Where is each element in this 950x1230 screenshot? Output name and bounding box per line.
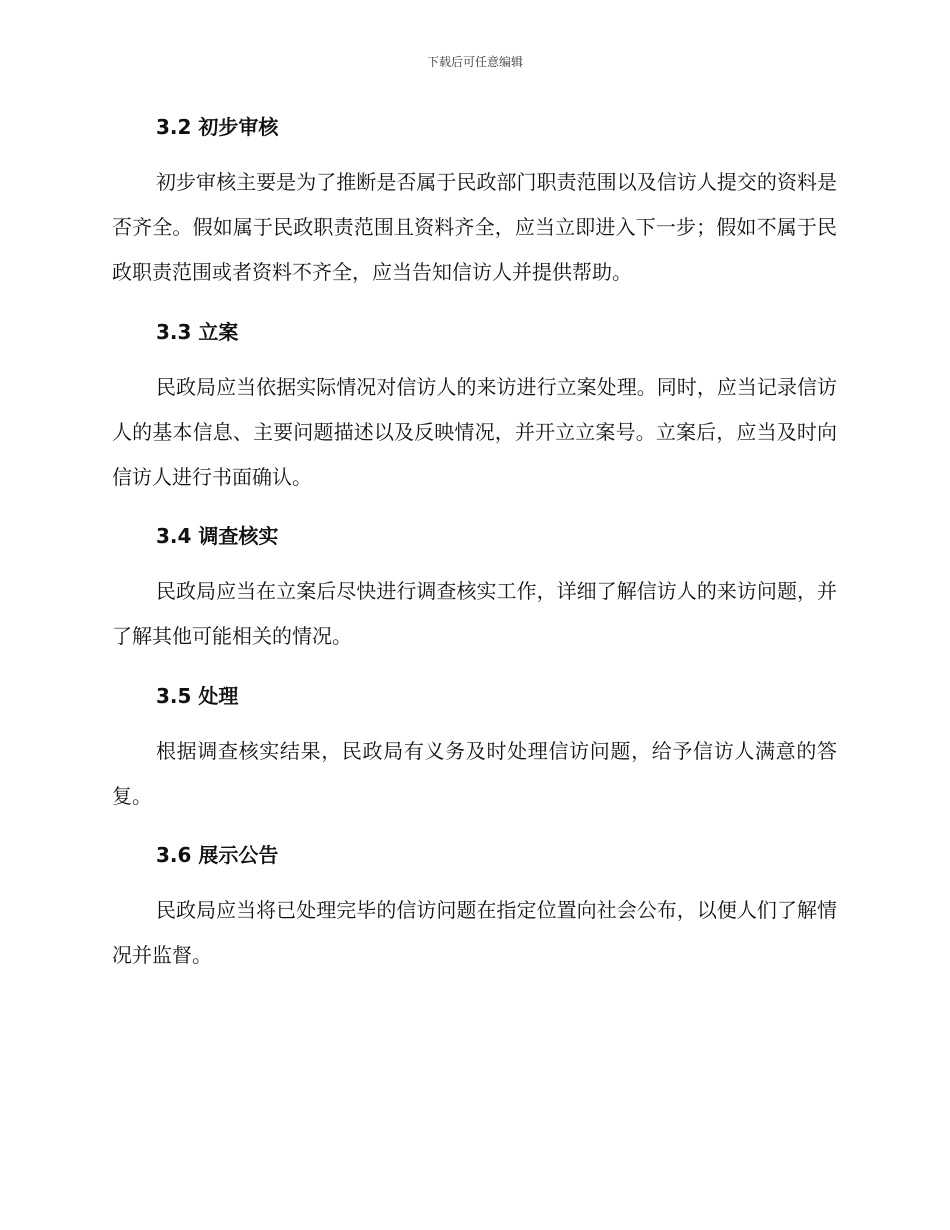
section-3-2	[112, 114, 837, 295]
section-paragraph: 民政局应当在立案后尽快进行调查核实工作，详细了解信访人的来访问题，并了解其他可能相关的情况。	[112, 579, 837, 648]
section-heading: 3.6 展示公告	[156, 843, 279, 867]
section-paragraph: 民政局应当将已处理完毕的信访问题在指定位置向社会公布，以便人们了解情况并监督。	[112, 898, 837, 967]
section-heading: 3.4 调查核实	[156, 524, 279, 548]
page-header: 下载后可任意编辑	[426, 55, 523, 69]
section-3-3	[112, 319, 837, 500]
section-heading: 3.2 初步审核	[156, 115, 279, 139]
section-3-6	[112, 842, 837, 978]
section-paragraph: 根据调查核实结果，民政局有义务及时处理信访问题，给予信访人满意的答复。	[112, 739, 837, 808]
section-3-5	[112, 683, 837, 819]
section-paragraph: 民政局应当依据实际情况对信访人的来访进行立案处理。同时，应当记录信访人的基本信息、主要问题描述以及反映情况，并开立立案号。立案后，应当及时向信访人进行书面确认。	[112, 375, 837, 489]
section-3-4	[112, 523, 837, 659]
section-paragraph: 初步审核主要是为了推断是否属于民政部门职责范围以及信访人提交的资料是否齐全。假如属于民政职责范围且资料齐全，应当立即进入下一步；假如不属于民政职责范围或者资料不齐全，应当告知信访人并提供帮助。	[112, 170, 837, 284]
section-heading: 3.5 处理	[156, 684, 239, 708]
section-heading: 3.3 立案	[156, 320, 239, 344]
